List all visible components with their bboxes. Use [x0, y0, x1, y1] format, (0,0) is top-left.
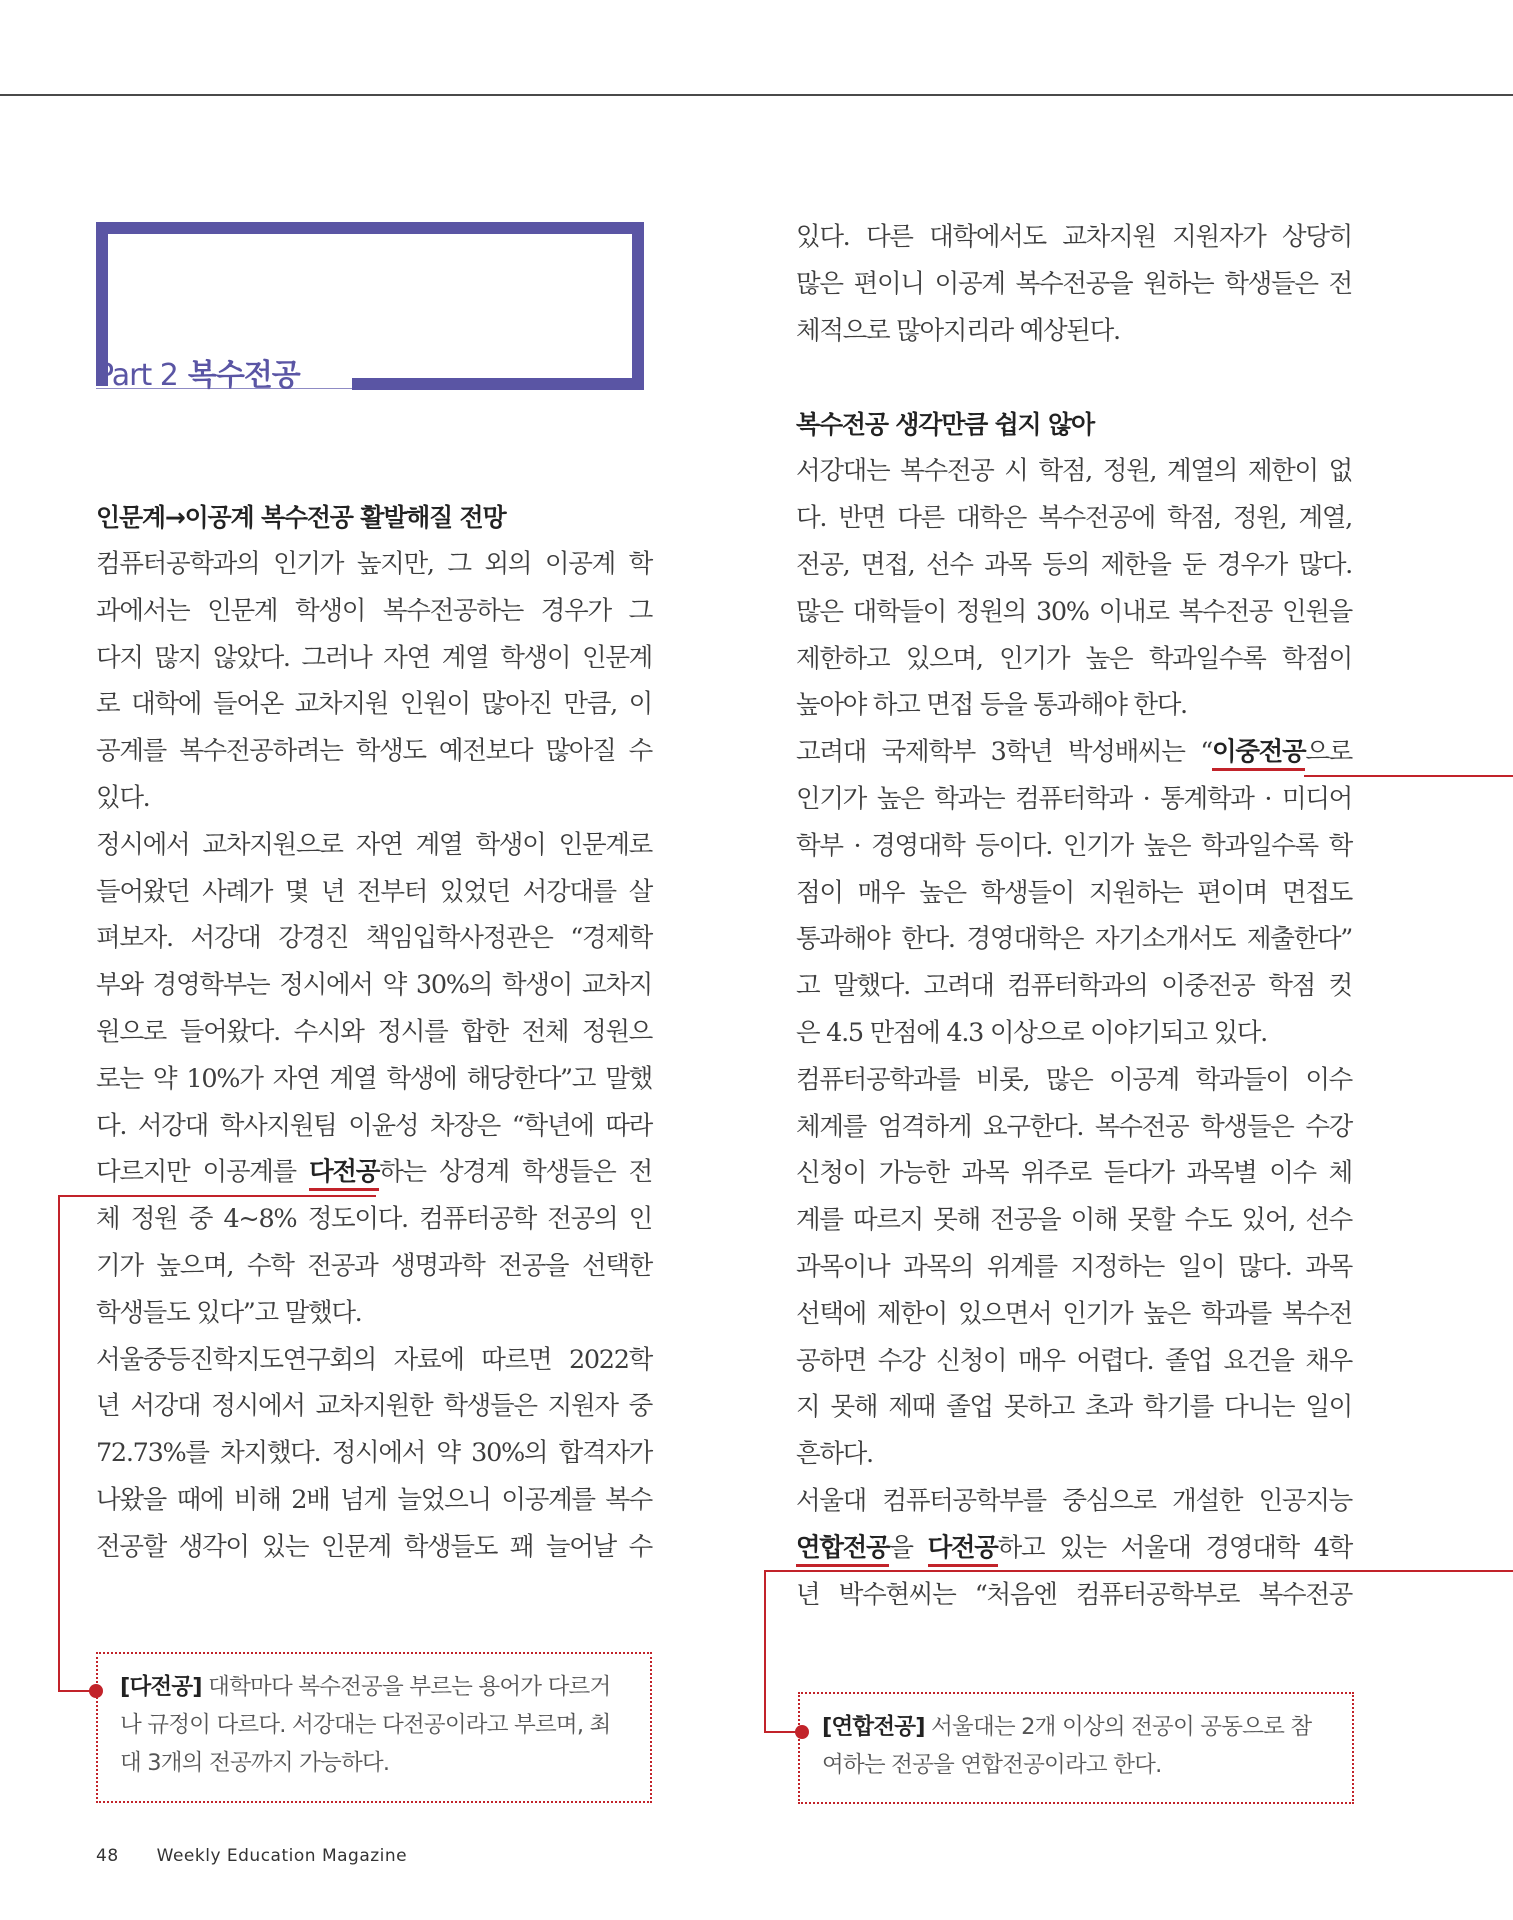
note-text: 대 3개의 전공까지 가능하다.	[120, 1750, 390, 1776]
note-text: 대학마다 복수전공을 부르는 용어가 다르거	[201, 1674, 611, 1700]
right-highlight-line	[796, 729, 1352, 776]
right-body-2	[796, 776, 1352, 1525]
body-line: 학생들도 있다”고 말했다.	[96, 1297, 362, 1328]
body-line: 로 대학에 들어온 교차지원 인원이 많아진 만큼, 이	[96, 689, 652, 720]
part-name: 복수전공	[187, 358, 300, 393]
body-line: 제한하고 있으며, 인기가 높은 학과일수록 학점이	[796, 643, 1352, 674]
text-run: 으로	[1305, 737, 1352, 768]
note-text: 여하는 전공을 연합전공이라고 한다.	[822, 1752, 1162, 1778]
body-line: 원으로 들어왔다. 수시와 정시를 합한 전체 정원으	[96, 1016, 652, 1047]
body-line: 학부 · 경영대학 등이다. 인기가 높은 학과일수록 학	[796, 830, 1352, 861]
body-line: 체적으로 많아지리라 예상된다.	[796, 315, 1120, 346]
left-column	[96, 494, 652, 1571]
body-line: 정시에서 교차지원으로 자연 계열 학생이 인문계로	[96, 829, 652, 860]
body-line: 통과해야 한다. 경영대학은 자기소개서도 제출한다”	[796, 924, 1352, 955]
note-text: 나 규정이 다르다. 서강대는 다전공이라고 부르며, 최	[120, 1712, 611, 1738]
top-rule	[0, 94, 1513, 96]
body-line: 전공, 면접, 선수 과목 등의 제한을 둔 경우가 많다.	[796, 549, 1352, 580]
body-line: 점이 매우 높은 학생들이 지원하는 편이며 면접도	[796, 877, 1352, 908]
term-ijungjeongong: 이중전공	[1211, 737, 1306, 768]
connector-dajeongong-vertical	[58, 1195, 60, 1691]
right-last-line: 년 박수현씨는 “처음엔 컴퓨터공학부로 복수전공	[796, 1579, 1352, 1610]
body-line: 부와 경영학부는 정시에서 약 30%의 학생이 교차지	[96, 970, 652, 1001]
text-run: 다르지만 이공계를	[96, 1157, 310, 1188]
body-line: 다지 많지 않았다. 그러나 자연 계열 학생이 인문계	[96, 642, 652, 673]
part-frame-bottom	[352, 378, 644, 390]
right-intro	[796, 214, 1352, 354]
right-column	[796, 214, 1352, 1618]
body-line: 다. 반면 다른 대학은 복수전공에 학점, 정원, 계열,	[796, 503, 1352, 534]
right-highlight-line-2	[796, 1525, 1352, 1572]
page-number: 48	[96, 1846, 119, 1866]
text-run: 하는 상경계 학생들은 전	[379, 1157, 653, 1188]
body-line: 기가 높으며, 수학 전공과 생명과학 전공을 선택한	[96, 1250, 652, 1281]
body-line: 컴퓨터공학과의 인기가 높지만, 그 외의 이공계 학	[96, 549, 652, 579]
note-term: [연합전공]	[822, 1714, 925, 1740]
term-yeonhapjeongong: 연합전공	[796, 1532, 890, 1563]
body-line: 서강대는 복수전공 시 학점, 정원, 계열의 제한이 없	[796, 456, 1352, 487]
body-line: 로는 약 10%가 자연 계열 학생에 해당한다”고 말했	[96, 1063, 652, 1094]
body-line: 은 4.5 만점에 4.3 이상으로 이야기되고 있다.	[796, 1017, 1267, 1048]
body-line: 신청이 가능한 과목 위주로 듣다가 과목별 이수 체	[796, 1158, 1352, 1189]
body-line: 고 말했다. 고려대 컴퓨터학과의 이중전공 학점 컷	[796, 971, 1352, 1002]
body-line: 흔하다.	[796, 1439, 873, 1470]
note-dajeongong	[96, 1652, 652, 1803]
term-dajeongong: 다전공	[309, 1157, 380, 1188]
body-line: 서울대 컴퓨터공학부를 중심으로 개설한 인공지능	[796, 1485, 1352, 1516]
body-line: 높아야 하고 면접 등을 통과해야 한다.	[796, 690, 1187, 721]
body-line: 지 못해 제때 졸업 못하고 초과 학기를 다니는 일이	[796, 1392, 1352, 1423]
term-dajeongong-2: 다전공	[927, 1532, 998, 1563]
body-line: 있다. 다른 대학에서도 교차지원 지원자가 상당히	[796, 222, 1352, 252]
body-line: 선택에 제한이 있으면서 인기가 높은 학과를 복수전	[796, 1298, 1352, 1329]
footer	[96, 1846, 407, 1866]
body-line: 컴퓨터공학과를 비롯, 많은 이공계 학과들이 이수	[796, 1064, 1352, 1095]
body-line: 들어왔던 사례가 몇 년 전부터 있었던 서강대를 살	[96, 876, 652, 907]
left-highlight-line	[96, 1149, 652, 1196]
left-body-2	[96, 1196, 652, 1570]
body-line: 체계를 엄격하게 요구한다. 복수전공 학생들은 수강	[796, 1111, 1352, 1142]
body-line: 과에서는 인문계 학생이 복수전공하는 경우가 그	[96, 595, 652, 626]
body-line: 나왔을 때에 비해 2배 넘게 늘었으니 이공계를 복수	[96, 1484, 652, 1515]
body-line: 전공할 생각이 있는 인문계 학생들도 꽤 늘어날 수	[96, 1531, 652, 1562]
note-term: [다전공]	[120, 1674, 202, 1700]
body-line: 년 서강대 정시에서 교차지원한 학생들은 지원자 중	[96, 1391, 652, 1422]
body-line: 체 정원 중 4~8% 정도이다. 컴퓨터공학 전공의 인	[96, 1204, 652, 1235]
connector-ijungjeongong	[1304, 775, 1513, 777]
body-line: 서울중등진학지도연구회의 자료에 따르면 2022학	[96, 1344, 652, 1375]
text-run: 고려대 국제학부 3학년 박성배씨는 “	[796, 737, 1212, 768]
note-yeonhapjeongong	[798, 1692, 1354, 1804]
connector-dajeongong-top	[58, 1195, 376, 1197]
connector-yeonhap-vertical	[764, 1570, 766, 1732]
body-line: 인기가 높은 학과는 컴퓨터학과 · 통계학과 · 미디어	[796, 783, 1352, 814]
right-body	[796, 448, 1352, 729]
connector-yeonhap-top	[764, 1570, 1513, 1572]
body-line: 펴보자. 서강대 강경진 책임입학사정관은 “경제학	[96, 923, 652, 954]
part-label: Part 2	[96, 358, 178, 393]
magazine-name: Weekly Education Magazine	[156, 1846, 408, 1866]
right-subhead: 복수전공 생각만큼 쉽지 않아	[796, 410, 1094, 440]
body-line: 과목이나 과목의 위계를 지정하는 일이 많다. 과목	[796, 1251, 1352, 1282]
body-line: 많은 편이니 이공계 복수전공을 원하는 학생들은 전	[796, 268, 1352, 299]
note-text: 서울대는 2개 이상의 전공이 공동으로 참	[924, 1714, 1312, 1740]
text-run: 을	[889, 1532, 928, 1563]
left-subhead: 인문계→이공계 복수전공 활발해질 전망	[96, 503, 506, 532]
body-line: 공하면 수강 신청이 매우 어렵다. 졸업 요건을 채우	[796, 1345, 1352, 1376]
body-line: 공계를 복수전공하려는 학생도 예전보다 많아질 수	[96, 736, 652, 767]
body-line: 있다.	[96, 782, 150, 813]
part-title	[96, 350, 300, 394]
body-line: 다. 서강대 학사지원팀 이윤성 차장은 “학년에 따라	[96, 1110, 652, 1141]
text-run: 하고 있는 서울대 경영대학 4학	[997, 1532, 1352, 1563]
body-line: 72.73%를 차지했다. 정시에서 약 30%의 합격자가	[96, 1438, 652, 1469]
left-body	[96, 541, 652, 1149]
body-line: 많은 대학들이 정원의 30% 이내로 복수전공 인원을	[796, 596, 1352, 627]
body-line: 계를 따르지 못해 전공을 이해 못할 수도 있어, 선수	[796, 1205, 1352, 1236]
